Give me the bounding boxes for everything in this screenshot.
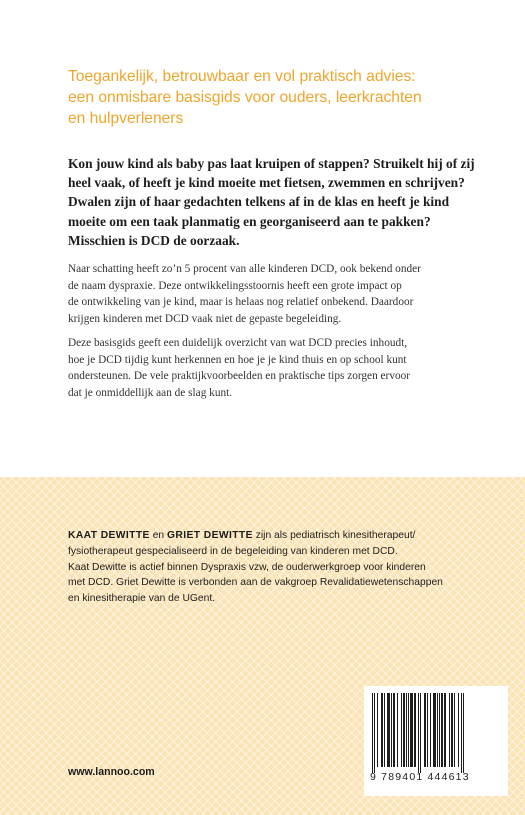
bio-line	[68, 528, 508, 544]
lead-line: moeite om een taak planmatig en georganiseerd aan te pakken?	[68, 213, 431, 229]
lead-line: Kon jouw kind als baby pas laat kruipen of stappen? Struikelt hij of zij	[68, 156, 475, 171]
tagline-line: Toegankelijk, betrouwbaar en vol praktisch advies:	[68, 68, 416, 85]
author-name-griet: GRIET DEWITTE	[167, 530, 253, 541]
barcode-bar	[430, 693, 431, 767]
barcode-bar	[454, 693, 455, 767]
isbn-barcode	[364, 686, 508, 796]
lead-line: Misschien is DCD de oorzaak.	[68, 232, 240, 248]
bio-line: met DCD. Griet Dewitte is verbonden aan de vakgroep Revalidatiewetenschappen	[68, 577, 443, 589]
barcode-bar	[439, 693, 440, 767]
body-paragraph-prevalence	[68, 261, 508, 327]
lead-line: heel vaak, of heeft je kind moeite met fietsen, zwemmen en schrijven?	[68, 175, 465, 191]
lead-paragraph	[68, 154, 508, 250]
barcode-bar	[384, 693, 385, 767]
barcode-bar	[441, 693, 443, 767]
barcode-bar	[374, 693, 375, 773]
tagline-line: en hulpverleners	[68, 110, 184, 127]
body-line: ondersteunen. De vele praktijkvoorbeelden en praktische tips zorgen ervoor	[68, 370, 411, 383]
bio-line-rest: zijn als pediatrisch kinesitherapeut/	[252, 530, 416, 541]
barcode-bar	[451, 693, 453, 767]
barcode-bar	[463, 693, 464, 773]
barcode-bar	[387, 693, 390, 767]
body-line: de naam dyspraxie. Deze ontwikkelingsstoornis heeft een grote impact op	[68, 279, 402, 292]
body-line: hoe je DCD tijdig kunt herkennen en hoe je je kind thuis en op school kunt	[68, 353, 407, 366]
barcode-bar	[449, 693, 450, 767]
barcode-bar	[433, 693, 436, 767]
barcode-bar	[408, 693, 409, 767]
barcode-bar	[424, 693, 426, 767]
barcode-bar	[410, 693, 413, 767]
body-line: Deze basisgids geeft een duidelijk overzicht van wat DCD precies inhoudt,	[68, 337, 408, 349]
barcode-bar	[418, 693, 419, 773]
barcode-bar	[391, 693, 392, 767]
barcode-bar	[397, 693, 398, 767]
author-bio	[68, 528, 508, 607]
tagline	[68, 66, 488, 129]
barcode-bar	[414, 693, 416, 767]
barcode-bar	[406, 693, 407, 767]
barcode-bar	[393, 693, 395, 767]
barcode-bar	[458, 693, 459, 767]
tagline-line: een onmisbare basisgids voor ouders, leerkrachten	[68, 89, 422, 106]
bio-line: en kinesitherapie van de UGent.	[68, 593, 216, 605]
body-line: Naar schatting heeft zo’n 5 procent van alle kinderen DCD, ook bekend onder	[68, 263, 421, 275]
barcode-bar	[420, 693, 421, 773]
body-line: krijgen kinderen met DCD vaak niet de gepaste begeleiding.	[68, 312, 342, 325]
body-line: dat je onmiddellijk aan de slag kunt.	[68, 386, 233, 399]
barcode-bar	[427, 693, 428, 767]
bio-line: fysiotherapeut gespecialiseerd in de begeleiding van kinderen met DCD.	[68, 545, 398, 557]
bio-connector: en	[149, 530, 168, 541]
barcode-bar	[377, 693, 378, 767]
barcode-bar	[444, 693, 446, 767]
barcode-bar	[403, 693, 405, 767]
body-line: de ontwikkeling van je kind, maar is helaas nog relatief onbekend. Daardoor	[68, 296, 414, 309]
barcode-bar	[461, 693, 462, 773]
isbn-number: 9 789401 444613	[370, 771, 470, 783]
author-name-kaat: KAAT DEWITTE	[68, 530, 150, 541]
lead-line: Dwalen zijn of haar gedachten telkens af in de klas en heeft je kind	[68, 194, 450, 210]
barcode-bar	[381, 693, 383, 767]
barcode-bar	[372, 693, 373, 773]
barcode-bar	[437, 693, 438, 767]
bio-line: Kaat Dewitte is actief binnen Dyspraxis vzw, de ouderwerkgroep voor kinderen	[68, 561, 426, 573]
barcode-bars-icon	[372, 693, 500, 773]
barcode-bar	[401, 693, 402, 767]
body-paragraph-guide	[68, 335, 508, 401]
publisher-website[interactable]: www.lannoo.com	[68, 766, 155, 778]
